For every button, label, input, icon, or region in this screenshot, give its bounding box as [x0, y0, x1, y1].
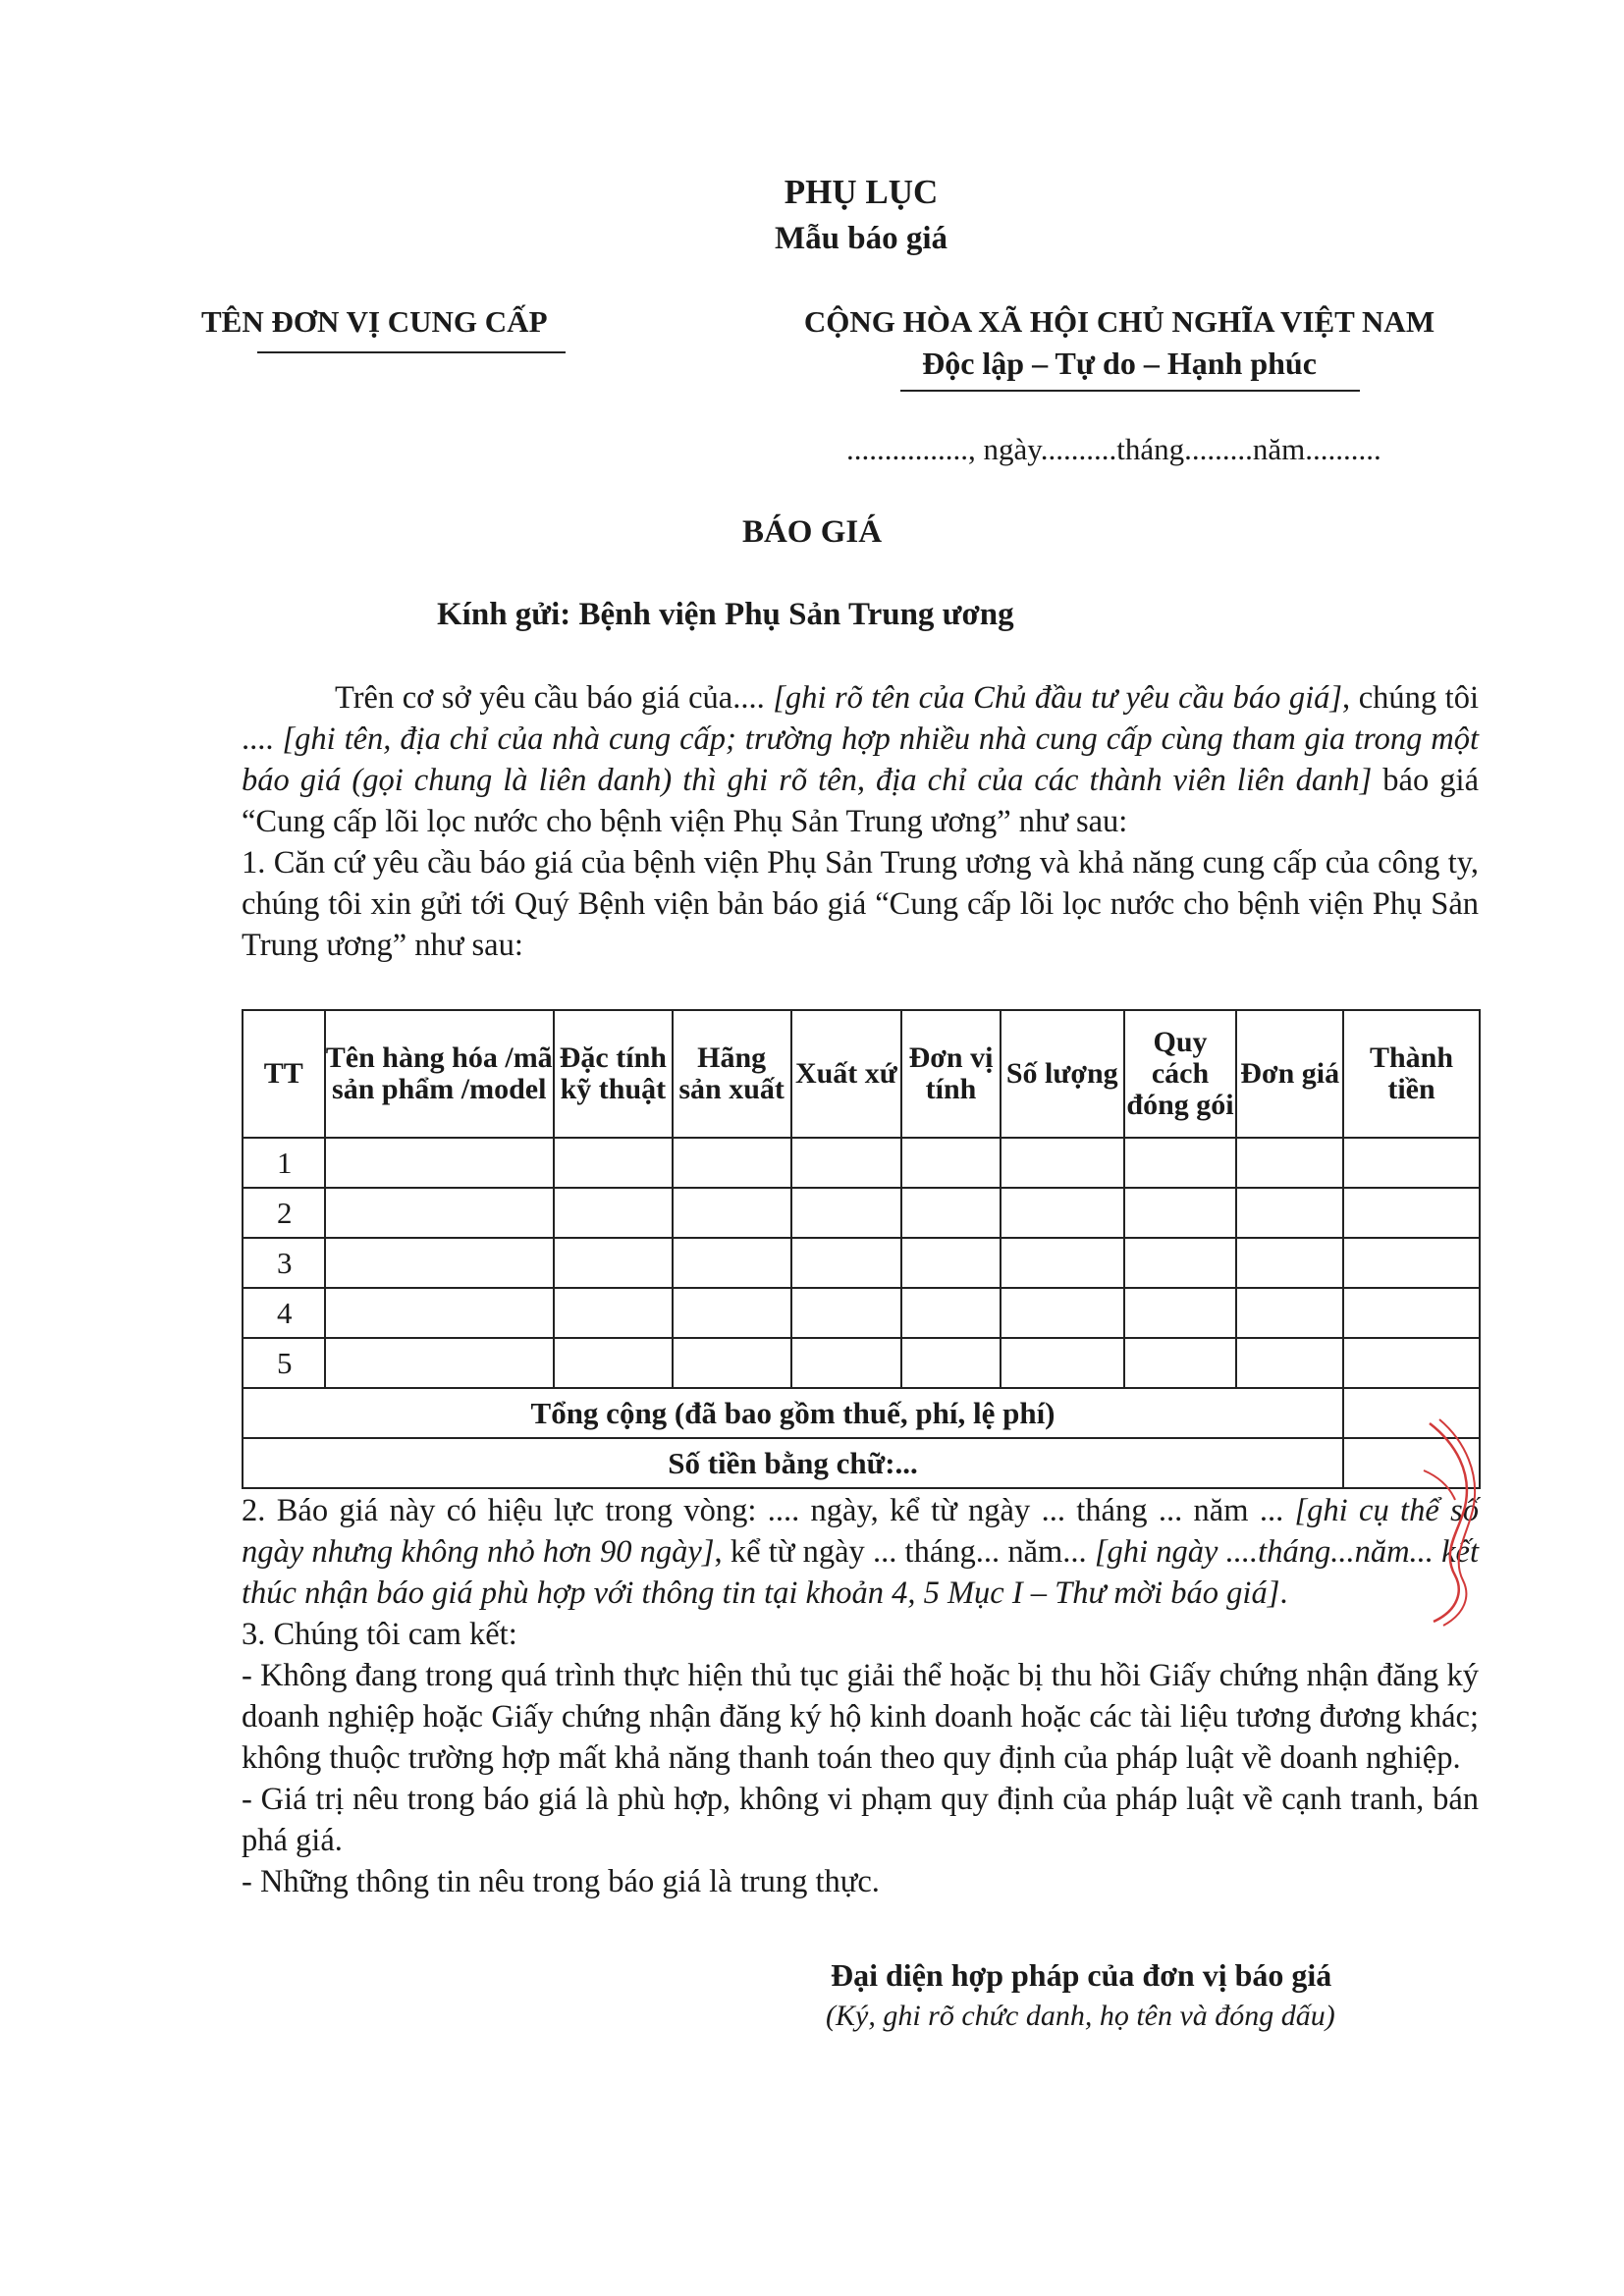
col-header-quantity: Số lượng [1001, 1010, 1124, 1138]
commitment-3: - Những thông tin nêu trong báo giá là trung thực. [242, 1864, 880, 1899]
col-header-packing: Quy cách đóng gói [1124, 1010, 1237, 1138]
table-row [243, 1138, 1480, 1188]
intro-placeholder-supplier: [ghi tên, địa chỉ của nhà cung cấp; trường hợp nhiều nhà cung cấp cùng tham gia trong một báo giá (gọi chung là liên danh) thì ghi rõ tên, địa chỉ của các thành viên liên danh] [242, 721, 1480, 798]
table-cell[interactable] [901, 1238, 1001, 1288]
table-cell[interactable] [1124, 1288, 1237, 1338]
item-1-paragraph: 1. Căn cứ yêu cầu báo giá của bệnh viện Phụ Sản Trung ương và khả năng cung cấp của công ty, chúng tôi xin gửi tới Quý Bệnh viện bản báo giá “Cung cấp lõi lọc nước cho bệnh viện Phụ Sản Trung ương” như sau: [242, 845, 1479, 963]
commitment-1: - Không đang trong quá trình thực hiện thủ tục giải thể hoặc bị thu hồi Giấy chứng nhận đăng ký doanh nghiệp hoặc Giấy chứng nhận đăng ký hộ kinh doanh hoặc các tài liệu tương đương khác; không thuộc trường hợp mất khả năng thanh toán theo quy định của pháp luật về doanh nghiệp. [242, 1658, 1479, 1776]
intro-paragraph [242, 677, 1479, 842]
amount-in-words-label: Số tiền bằng chữ:... [243, 1438, 1343, 1488]
table-cell[interactable] [1236, 1288, 1343, 1338]
table-cell[interactable] [554, 1138, 673, 1188]
table-row [243, 1288, 1480, 1338]
table-cell[interactable] [673, 1138, 791, 1188]
table-cell[interactable] [673, 1338, 791, 1388]
table-cell[interactable] [791, 1338, 902, 1388]
table-cell[interactable] [673, 1288, 791, 1338]
table-cell[interactable] [1236, 1138, 1343, 1188]
row-number: 1 [243, 1138, 325, 1188]
supplier-name-label: TÊN ĐƠN VỊ CUNG CẤP [201, 304, 548, 339]
motto-underline [900, 390, 1360, 392]
recipient-line: Kính gửi: Bệnh viện Phụ Sản Trung ương [437, 597, 1014, 632]
table-cell[interactable] [554, 1338, 673, 1388]
table-cell[interactable] [791, 1188, 902, 1238]
col-header-unit: Đơn vị tính [901, 1010, 1001, 1138]
col-header-origin: Xuất xứ [791, 1010, 902, 1138]
table-cell[interactable] [1343, 1238, 1480, 1288]
terms-section [242, 1490, 1479, 1902]
national-title: CỘNG HÒA XÃ HỘI CHỦ NGHĨA VIỆT NAM [803, 304, 1435, 339]
col-header-spec: Đặc tính kỹ thuật [554, 1010, 673, 1138]
quote-table [242, 1009, 1481, 1489]
intro-text: , chúng tôi .... [242, 680, 1479, 757]
table-cell[interactable] [673, 1188, 791, 1238]
amount-in-words-row [243, 1438, 1480, 1488]
table-cell[interactable] [673, 1238, 791, 1288]
table-cell[interactable] [554, 1188, 673, 1238]
table-cell[interactable] [1124, 1138, 1237, 1188]
table-cell[interactable] [1001, 1188, 1124, 1238]
table-cell[interactable] [1343, 1288, 1480, 1338]
row-number: 5 [243, 1338, 325, 1388]
col-header-manufacturer: Hãng sản xuất [673, 1010, 791, 1138]
row-number: 2 [243, 1188, 325, 1238]
table-cell[interactable] [554, 1288, 673, 1338]
table-cell[interactable] [1001, 1288, 1124, 1338]
validity-placeholder-days: [ghi cụ thể số ngày nhưng không nhỏ hơn 90 ngày] [242, 1493, 1479, 1570]
validity-placeholder-date: [ghi ngày ....tháng...năm... kết thúc nhận báo giá phù hợp với thông tin tại khoản 4, 5 Mục I – Thư mời báo giá] [242, 1534, 1480, 1611]
table-cell[interactable] [325, 1338, 554, 1388]
date-line: ................, ngày..........tháng.........năm.......... [846, 432, 1381, 466]
signature-title: Đại diện hợp pháp của đơn vị báo giá [831, 1957, 1332, 1993]
row-number: 4 [243, 1288, 325, 1338]
item-3-heading: 3. Chúng tôi cam kết: [242, 1617, 517, 1652]
table-cell[interactable] [1124, 1188, 1237, 1238]
validity-text: , kể từ ngày ... tháng... năm... [714, 1534, 1095, 1570]
table-cell[interactable] [325, 1188, 554, 1238]
stamp-stroke [1424, 1470, 1455, 1500]
table-header-row [243, 1010, 1480, 1138]
total-label: Tổng cộng (đã bao gồm thuế, phí, lệ phí) [243, 1388, 1343, 1438]
table-cell[interactable] [791, 1238, 902, 1288]
commitment-2: - Giá trị nêu trong báo giá là phù hợp, không vi phạm quy định của pháp luật về cạnh tranh, bán phá giá. [242, 1782, 1479, 1858]
appendix-subtitle: Mẫu báo giá [774, 221, 948, 256]
supplier-underline [257, 351, 566, 353]
intro-placeholder-investor: [ghi rõ tên của Chủ đầu tư yêu cầu báo giá] [773, 680, 1343, 716]
table-cell[interactable] [901, 1138, 1001, 1188]
table-cell[interactable] [1124, 1238, 1237, 1288]
table-cell[interactable] [791, 1138, 902, 1188]
red-stamp-mark [1416, 1414, 1485, 1629]
table-cell[interactable] [1124, 1338, 1237, 1388]
national-motto: Độc lập – Tự do – Hạnh phúc [922, 346, 1317, 381]
table-row [243, 1338, 1480, 1388]
table-row [243, 1238, 1480, 1288]
validity-text: 2. Báo giá này có hiệu lực trong vòng: .... ngày, kể từ ngày ... tháng ... năm ... [242, 1493, 1295, 1528]
table-cell[interactable] [1236, 1338, 1343, 1388]
total-row [243, 1388, 1480, 1438]
table-cell[interactable] [901, 1338, 1001, 1388]
appendix-title: PHỤ LỤC [784, 173, 939, 211]
table-cell[interactable] [1343, 1188, 1480, 1238]
item-2-paragraph [242, 1490, 1479, 1614]
signature-note: (Ký, ghi rõ chức danh, họ tên và đóng dấu) [826, 2000, 1335, 2032]
table-cell[interactable] [325, 1138, 554, 1188]
table-row [243, 1188, 1480, 1238]
table-cell[interactable] [1001, 1138, 1124, 1188]
table-cell[interactable] [1001, 1338, 1124, 1388]
table-cell[interactable] [1001, 1238, 1124, 1288]
intro-section [242, 677, 1479, 966]
intro-text: Trên cơ sở yêu cầu báo giá của.... [335, 680, 774, 716]
table-cell[interactable] [1343, 1338, 1480, 1388]
quote-title: BÁO GIÁ [741, 514, 883, 550]
table-cell[interactable] [325, 1288, 554, 1338]
table-cell[interactable] [901, 1288, 1001, 1338]
stamp-stroke [1430, 1423, 1467, 1622]
col-header-unit-price: Đơn giá [1236, 1010, 1343, 1138]
table-cell[interactable] [901, 1188, 1001, 1238]
table-cell[interactable] [1236, 1188, 1343, 1238]
intro-text: báo giá “Cung cấp lõi lọc nước cho bệnh viện Phụ Sản Trung ương” như sau: [242, 763, 1479, 839]
col-header-amount: Thành tiền [1343, 1010, 1480, 1138]
table-cell[interactable] [1236, 1238, 1343, 1288]
col-header-tt: TT [243, 1010, 325, 1138]
validity-text: . [1279, 1575, 1288, 1611]
col-header-product: Tên hàng hóa /mã sản phẩm /model [325, 1010, 554, 1138]
table-cell[interactable] [554, 1238, 673, 1288]
table-cell[interactable] [325, 1238, 554, 1288]
table-cell[interactable] [791, 1288, 902, 1338]
row-number: 3 [243, 1238, 325, 1288]
table-cell[interactable] [1343, 1138, 1480, 1188]
